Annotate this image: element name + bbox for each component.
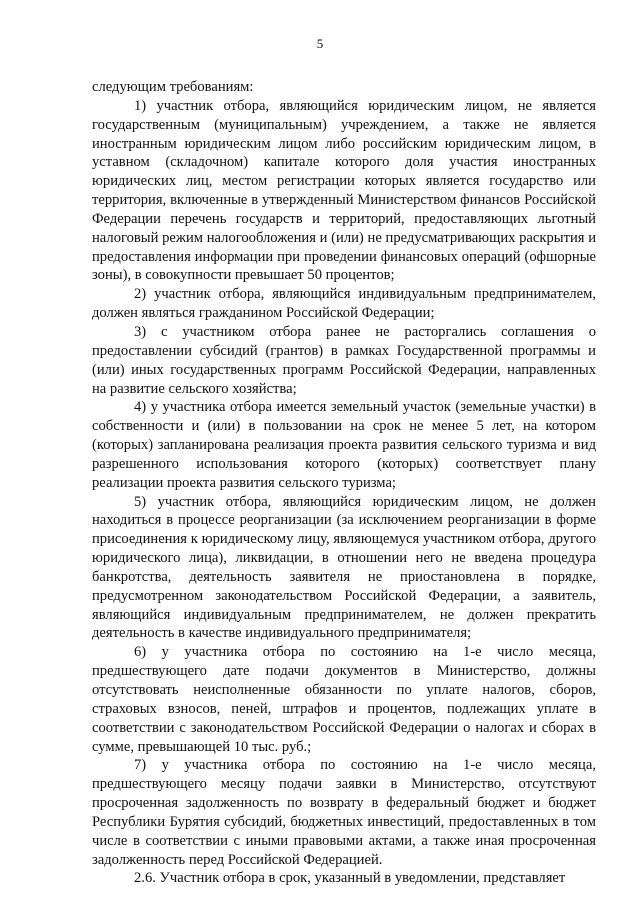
- paragraph-intro: следующим требованиям:: [92, 79, 254, 95]
- paragraph-requirement-2: 2) участник отбора, являющийся индивидуальным предпринимателем, должен являться гражданином Российской Федерации;: [92, 286, 596, 322]
- paragraph-requirement-1: 1) участник отбора, являющийся юридическим лицом, не является государственным (муниципальным) учреждением, а также не является иностранным юридическим лицом либо российским юридическим лицом, в уставном (складочном) капитале которого доля участия иностранных юридических лиц, местом регистрации которых является государство или территория, включенные в утвержденный Министерством финансов Российской Федерации перечень государств и территорий, предоставляющих льготный налоговый режим налогообложения и (или) не предусматривающих раскрытия и предоставления информации при проведении финансовых операций (офшорные зоны), в совокупности превышает 50 процентов;: [92, 97, 596, 284]
- paragraph-requirement-5: 5) участник отбора, являющийся юридическим лицом, не должен находиться в процессе реорганизации (за исключением реорганизации в форме присоединения к юридическому лицу, являющемуся участником отбора, другого юридического лица), ликвидации, в отношении него не введена процедура банкротства, деятельность заявителя не приостановлена в порядке, предусмотренном законодательством Российской Федерации, а заявитель, являющийся индивидуальным предпринимателем, не должен прекратить деятельность в качестве индивидуального предпринимателя;: [92, 493, 596, 642]
- paragraph-requirement-6: 6) у участника отбора по состоянию на 1-е число месяца, предшествующего дате подачи документов в Министерство, должны отсутствовать неисполненные обязанности по уплате налогов, сборов, страховых взносов, пеней, штрафов и процентов, подлежащих уплате в соответствии с законодательством Российской Федерации о налогах и сборах в сумме, превышающей 10 тыс. руб.;: [92, 644, 596, 755]
- paragraph-requirement-7: 7) у участника отбора по состоянию на 1-е число месяца, предшествующего месяцу подачи заявки в Министерство, отсутствуют просроченная задолженность по возврату в федеральный бюджет и бюджет Республики Бурятия субсидий, бюджетных инвестиций, предоставленных в том числе в соответствии с иными правовыми актами, а также иная просроченная задолженность перед Российской Федерацией.: [92, 757, 596, 868]
- paragraph-requirement-3: 3) с участником отбора ранее не расторгались соглашения о предоставлении субсидий (грантов) в рамках Государственной программы и (или) иных государственных программ Российской Федерации, направленных на развитие сельского хозяйства;: [92, 323, 596, 397]
- paragraph-section-2-6: 2.6. Участник отбора в срок, указанный в уведомлении, представляет: [134, 870, 566, 887]
- paragraph-requirement-4: 4) у участника отбора имеется земельный участок (земельные участки) в собственности и (или) в пользовании на срок не менее 5 лет, на котором (которых) запланирована реализация проекта развития сельского туризма и вид разрешенного использования которого (которых) соответствует плану реализации проекта развития сельского туризма;: [92, 399, 596, 491]
- page-number: 5: [316, 36, 324, 51]
- document-body: [92, 78, 596, 888]
